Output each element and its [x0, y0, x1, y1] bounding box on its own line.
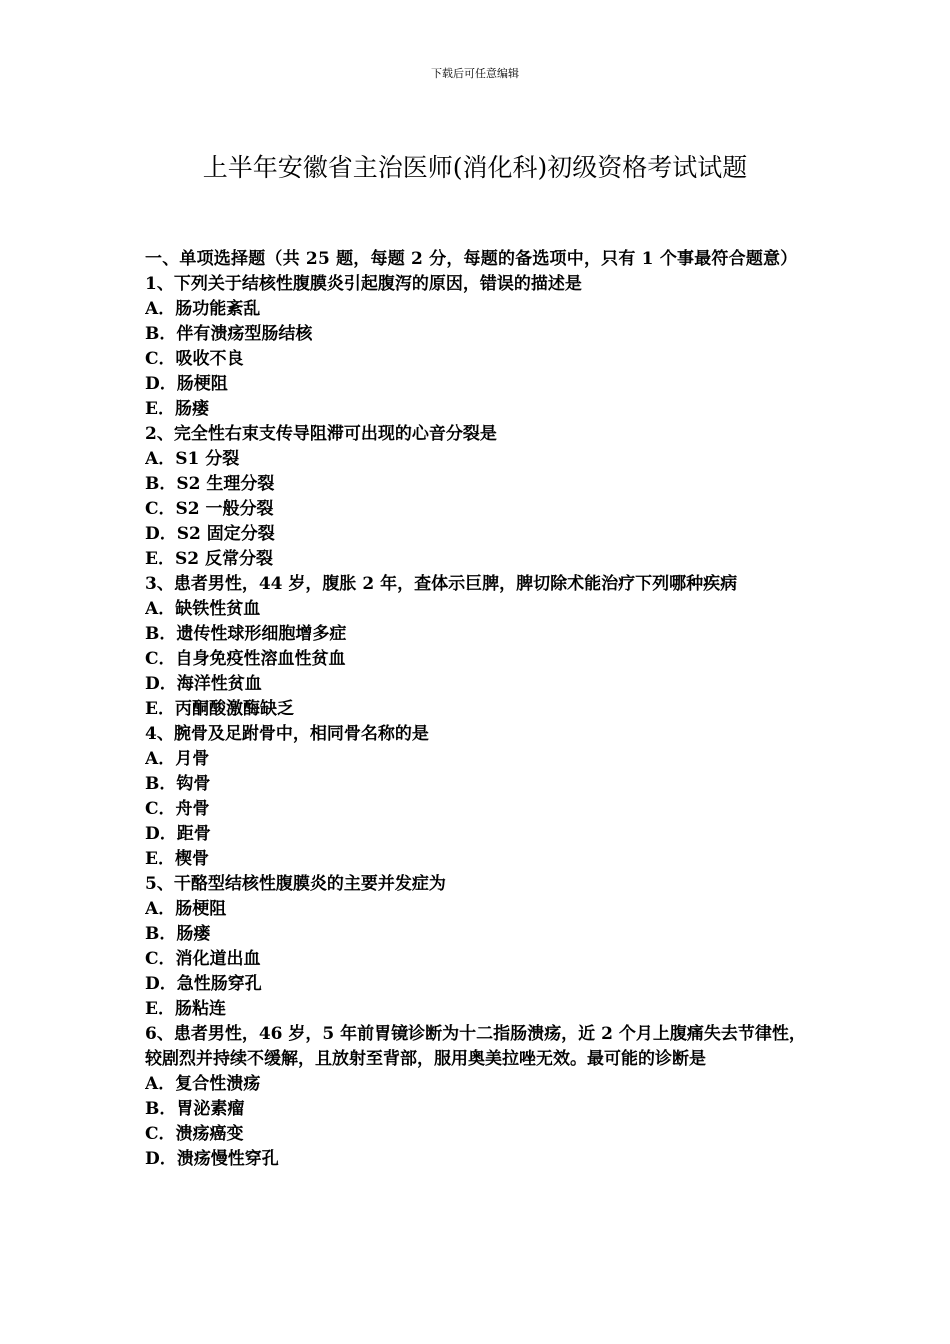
- option-d: D．S2 固定分裂: [145, 524, 275, 544]
- question-1: [145, 272, 813, 422]
- section-heading: 一、单项选择题（共 25 题，每题 2 分，每题的备选项中，只有 1 个事最符合题意）: [145, 249, 798, 269]
- option-e: E．肠粘连: [145, 999, 226, 1019]
- option-c: C．自身免疫性溶血性贫血: [145, 649, 346, 669]
- question-2: [145, 422, 813, 572]
- option-b: B．遗传性球形细胞增多症: [145, 624, 347, 644]
- option-b: B．伴有溃疡型肠结核: [145, 324, 313, 344]
- question-stem: 6、患者男性，46 岁，5 年前胃镜诊断为十二指肠溃疡，近 2 个月上腹痛失去节律性，较剧烈并持续不缓解，且放射至背部，服用奥美拉唑无效。最可能的诊断是: [145, 1024, 806, 1069]
- option-b: B．胃泌素瘤: [145, 1099, 245, 1119]
- question-stem: 4、腕骨及足跗骨中，相同骨名称的是: [145, 724, 429, 744]
- option-d: D．急性肠穿孔: [145, 974, 262, 994]
- option-b: B．肠瘘: [145, 924, 211, 944]
- question-stem: 5、干酪型结核性腹膜炎的主要并发症为: [145, 874, 446, 894]
- option-c: C．S2 一般分裂: [145, 499, 274, 519]
- option-d: D．距骨: [145, 824, 211, 844]
- option-e: E．S2 反常分裂: [145, 549, 273, 569]
- option-e: E．楔骨: [145, 849, 209, 869]
- option-a: A．复合性溃疡: [145, 1074, 261, 1094]
- question-stem: 1、下列关于结核性腹膜炎引起腹泻的原因，错误的描述是: [145, 274, 582, 294]
- option-e: E．肠瘘: [145, 399, 209, 419]
- option-a: A．肠梗阻: [145, 899, 227, 919]
- option-d: D．肠梗阻: [145, 374, 228, 394]
- document-title: 上半年安徽省主治医师(消化科)初级资格考试试题: [202, 153, 748, 182]
- option-b: B．钩骨: [145, 774, 211, 794]
- option-d: D．海洋性贫血: [145, 674, 262, 694]
- option-a: A．S1 分裂: [145, 449, 240, 469]
- question-6: [145, 1022, 813, 1172]
- option-a: A．肠功能紊乱: [145, 299, 261, 319]
- document-body: [145, 247, 813, 1172]
- question-stem: 2、完全性右束支传导阻滞可出现的心音分裂是: [145, 424, 497, 444]
- option-c: C．吸收不良: [145, 349, 244, 369]
- question-5: [145, 872, 813, 1022]
- option-c: C．溃疡癌变: [145, 1124, 244, 1144]
- option-d: D．溃疡慢性穿孔: [145, 1149, 279, 1169]
- option-c: C．消化道出血: [145, 949, 261, 969]
- option-a: A．缺铁性贫血: [145, 599, 261, 619]
- option-e: E．丙酮酸激酶缺乏: [145, 699, 294, 719]
- header-note: 下载后可任意编辑: [431, 67, 519, 80]
- question-3: [145, 572, 813, 722]
- question-4: [145, 722, 813, 872]
- option-c: C．舟骨: [145, 799, 210, 819]
- option-a: A．月骨: [145, 749, 210, 769]
- question-stem: 3、患者男性，44 岁，腹胀 2 年，查体示巨脾，脾切除术能治疗下列哪种疾病: [145, 574, 738, 594]
- option-b: B．S2 生理分裂: [145, 474, 275, 494]
